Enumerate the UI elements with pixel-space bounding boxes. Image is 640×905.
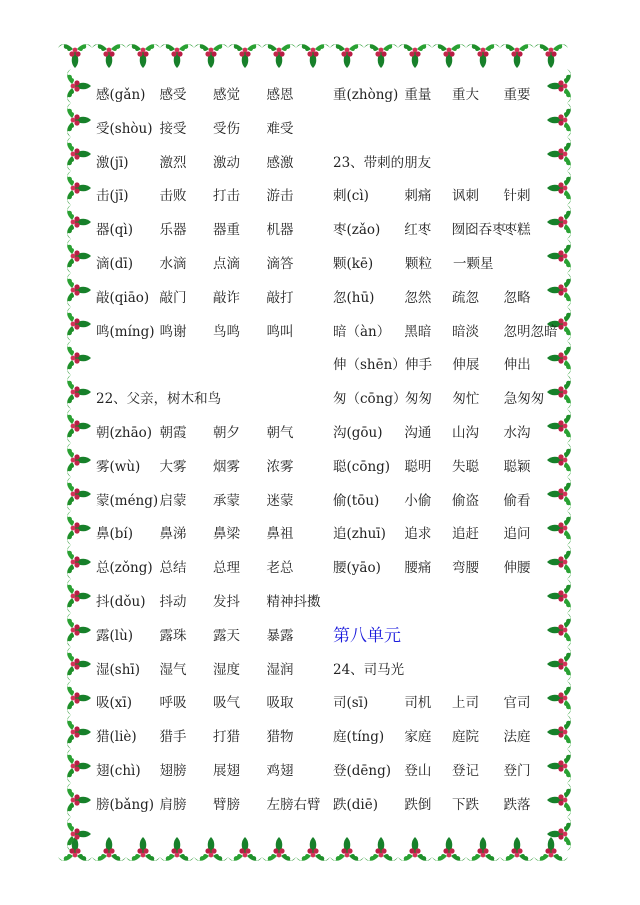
holly-leaf-icon [67,477,91,511]
character-pinyin: 忽(hū) [333,289,375,306]
word: 登门 [503,762,531,779]
word: 湿气 [159,661,187,678]
character-pinyin: 匆（cōng） [333,391,407,408]
word: 伸腰 [503,560,531,577]
vocab-line [333,553,563,587]
character-pinyin: 枣(zǎo) [333,222,381,239]
vocab-line [333,452,563,486]
word: 浓雾 [266,458,294,475]
character-pinyin: 激(jī) [96,154,129,171]
unit-title: 第八单元 [333,625,401,646]
word: 鸟鸣 [212,323,240,340]
holly-leaf-icon [160,44,194,68]
word: 匆匆 [405,391,432,408]
word: 鼻涕 [159,526,187,543]
character-pinyin: 追(zhuī) [333,526,386,543]
vocab-line [96,283,326,317]
holly-leaf-icon [126,44,160,68]
word: 司机 [404,695,432,712]
word: 忽明忽暗 [503,323,558,340]
holly-leaf-icon [330,44,364,68]
holly-leaf-icon [330,837,364,861]
holly-leaf-icon [67,375,91,409]
word: 老总 [266,560,294,577]
word: 法庭 [503,729,531,746]
word: 承蒙 [212,492,240,509]
word: 左膀右臂 [266,796,321,813]
word: 精神抖擞 [266,593,321,610]
word: 沟通 [404,424,432,441]
word: 小偷 [404,492,432,509]
vocab-line [96,688,326,722]
word: 呼吸 [159,695,187,712]
word: 抖动 [159,593,187,610]
vocab-line [96,215,326,249]
word: 吸气 [212,695,240,712]
vocab-line [96,587,326,621]
vocab-line [96,486,326,520]
word: 接受 [159,120,187,137]
vocab-line [333,486,563,520]
word: 猎手 [159,729,187,746]
word: 忽略 [503,289,531,306]
character-pinyin: 跌(diē) [333,796,378,813]
word: 朝夕 [212,424,240,441]
holly-leaf-icon [58,837,92,861]
character-pinyin: 腰(yāo) [333,560,381,577]
vocab-line [333,418,563,452]
vocab-line [96,790,326,824]
holly-leaf-icon [534,44,568,68]
word: 湿润 [266,661,294,678]
word: 偷看 [503,492,531,509]
holly-leaf-icon [67,647,91,681]
word: 总结 [159,560,187,577]
word: 展翅 [212,762,240,779]
holly-leaf-icon [364,837,398,861]
character-pinyin: 鼻(bí) [96,526,133,543]
vocab-line [96,80,326,114]
character-pinyin: 刺(cì) [333,188,369,205]
vocab-line [333,621,563,655]
word: 受伤 [212,120,240,137]
character-pinyin: 感(gǎn) [96,87,146,103]
word: 囫囵吞枣 [451,222,506,239]
word: 追赶 [451,526,479,543]
holly-leaf-icon [228,837,262,861]
holly-leaf-icon [67,239,91,273]
holly-leaf-icon [67,715,91,749]
word: 跌倒 [404,796,432,813]
character-pinyin: 蒙(méng) [96,492,159,509]
vocab-line [333,148,563,182]
word: 枣糕 [503,222,531,239]
vocab-line [333,688,563,722]
character-pinyin: 击(jī) [96,188,129,205]
word: 鸣叫 [266,323,294,340]
word: 急匆匆 [503,391,545,408]
word: 迷蒙 [266,492,294,509]
vocab-line [333,655,563,689]
vocab-line [333,790,563,824]
holly-leaf-icon [67,681,91,715]
vocab-line [333,249,563,283]
word: 鸡翅 [266,762,294,779]
holly-leaf-icon [67,579,91,613]
word: 红枣 [404,222,432,239]
holly-leaf-icon [67,817,91,851]
lesson-heading: 22、父亲，树木和鸟 [96,391,222,408]
word: 腰痛 [404,560,432,577]
holly-leaf-icon [500,44,534,68]
word: 朝气 [266,424,294,441]
word: 启蒙 [159,492,187,509]
vocab-line [333,587,563,621]
holly-leaf-icon [92,44,126,68]
vocab-line [333,283,563,317]
holly-leaf-icon [296,837,330,861]
character-pinyin: 湿(shī) [96,661,140,678]
word: 猎物 [266,729,294,746]
character-pinyin: 偷(tōu) [333,492,380,509]
holly-leaf-icon [432,44,466,68]
right-column [333,80,563,824]
vocab-line [96,553,326,587]
vocab-line [333,350,563,384]
word: 鼻梁 [212,526,240,543]
word: 登山 [404,762,432,779]
character-pinyin: 敲(qiāo) [96,289,150,306]
word: 烟雾 [212,458,240,475]
word: 追求 [404,526,432,543]
word: 激动 [212,154,240,171]
word: 忽然 [404,289,432,306]
holly-leaf-icon [67,137,91,171]
word: 臂膀 [212,796,240,813]
word: 水沟 [503,424,531,441]
holly-leaf-icon [534,837,568,861]
character-pinyin: 登(dēng) [333,762,392,779]
character-pinyin: 膀(bǎng) [96,796,155,813]
vocab-line [96,181,326,215]
vocab-line [96,621,326,655]
holly-leaf-icon [67,409,91,443]
word: 重量 [404,87,432,103]
holly-leaf-icon [398,44,432,68]
vocab-line [96,519,326,553]
word: 点滴 [212,255,240,272]
word: 机器 [266,222,294,239]
holly-leaf-icon [262,837,296,861]
word: 登记 [451,762,479,779]
word: 感受 [159,87,187,103]
character-pinyin: 猎(liè) [96,729,137,746]
character-pinyin: 总(zǒng) [96,560,153,577]
word: 一颗星 [453,255,494,272]
word: 讽刺 [451,188,479,205]
character-pinyin: 滴(dī) [96,255,133,272]
holly-leaf-icon [364,44,398,68]
word: 暗淡 [451,323,479,340]
word: 发抖 [212,593,240,610]
character-pinyin: 伸（shēn） [333,357,406,374]
character-pinyin: 吸(xī) [96,695,132,712]
word: 家庭 [404,729,432,746]
word: 跌落 [503,796,531,813]
vocab-line [333,114,563,148]
vocab-line [96,418,326,452]
holly-leaf-icon [67,749,91,783]
word: 翅膀 [159,762,187,779]
character-pinyin: 抖(dǒu) [96,593,146,610]
vocab-line [333,722,563,756]
word: 弯腰 [451,560,479,577]
word: 大雾 [159,458,187,475]
holly-leaf-icon [194,837,228,861]
word: 伸出 [503,357,531,374]
word: 敲打 [266,289,294,306]
word: 颗粒 [405,255,432,272]
vocab-line [96,114,326,148]
word: 重大 [451,87,479,103]
left-column [96,80,326,824]
word: 刺痛 [404,188,432,205]
word: 吸取 [266,695,294,712]
vocab-line [96,317,326,351]
word: 偷盗 [451,492,479,509]
character-pinyin: 翅(chì) [96,762,141,779]
character-pinyin: 朝(zhāo) [96,424,153,441]
vocab-line [96,350,326,384]
holly-leaf-icon [67,613,91,647]
holly-leaf-icon [67,273,91,307]
word: 水滴 [159,255,187,272]
vocab-line [333,215,563,249]
word: 庭院 [451,729,479,746]
word: 露珠 [159,627,187,644]
word: 下跌 [451,796,479,813]
word: 感觉 [212,87,240,103]
holly-leaf-icon [194,44,228,68]
word: 游击 [266,188,294,205]
vocab-line [96,655,326,689]
holly-leaf-icon [228,44,262,68]
holly-leaf-icon [67,205,91,239]
word: 乐器 [159,222,187,239]
holly-leaf-icon [67,103,91,137]
holly-leaf-icon [58,44,92,68]
character-pinyin: 颗(kē) [333,255,374,272]
vocab-line [96,756,326,790]
holly-leaf-icon [67,69,91,103]
holly-leaf-icon [296,44,330,68]
holly-leaf-icon [67,307,91,341]
character-pinyin: 暗（àn） [333,323,391,340]
word: 鼻祖 [266,526,294,543]
holly-leaf-icon [262,44,296,68]
word: 击败 [159,188,187,205]
word: 伸手 [405,357,432,374]
holly-leaf-icon [126,837,160,861]
word: 鸣谢 [159,323,187,340]
character-pinyin: 受(shòu) [96,120,153,137]
holly-leaf-icon [466,837,500,861]
vocab-line [333,384,563,418]
word: 滴答 [266,255,294,272]
character-pinyin: 雾(wù) [96,458,141,475]
holly-leaf-icon [67,783,91,817]
word: 器重 [212,222,240,239]
word: 露天 [212,627,240,644]
holly-leaf-icon [67,511,91,545]
holly-leaf-icon [500,837,534,861]
character-pinyin: 重(zhòng) [333,87,399,103]
character-pinyin: 司(sī) [333,695,369,712]
holly-leaf-icon [67,171,91,205]
vocab-line [96,452,326,486]
holly-leaf-icon [67,443,91,477]
holly-leaf-icon [160,837,194,861]
lesson-heading: 24、司马光 [333,661,405,678]
character-pinyin: 沟(gōu) [333,424,383,441]
word: 山沟 [451,424,479,441]
word: 暴露 [266,627,294,644]
word: 打击 [212,188,240,205]
holly-leaf-icon [67,545,91,579]
word: 肩膀 [159,796,187,813]
character-pinyin: 聪(cōng) [333,458,391,475]
word: 感激 [266,154,294,171]
holly-leaf-icon [398,837,432,861]
vocab-line [333,317,563,351]
word: 追问 [503,526,531,543]
word: 匆忙 [452,391,480,408]
vocab-line [96,249,326,283]
character-pinyin: 庭(tíng) [333,729,385,746]
word: 敲诈 [212,289,240,306]
character-pinyin: 露(lù) [96,627,134,644]
holly-leaf-icon [466,44,500,68]
holly-leaf-icon [432,837,466,861]
word: 伸展 [452,357,480,374]
word: 官司 [503,695,531,712]
word: 聪明 [404,458,432,475]
vocab-line [333,80,563,114]
word: 针刺 [503,188,531,205]
character-pinyin: 器(qì) [96,222,133,239]
vocab-line [333,181,563,215]
word: 难受 [266,120,294,137]
holly-leaf-icon [92,837,126,861]
vocab-line [96,384,326,418]
word: 朝霞 [159,424,187,441]
word: 敲门 [159,289,187,306]
word: 湿度 [212,661,240,678]
word: 上司 [451,695,479,712]
vocab-line [333,756,563,790]
holly-leaf-icon [67,341,91,375]
word: 疏忽 [451,289,479,306]
lesson-heading: 23、带刺的朋友 [333,154,432,171]
word: 打猎 [212,729,240,746]
word: 黑暗 [404,323,432,340]
character-pinyin: 鸣(míng) [96,323,155,340]
vocab-line [333,519,563,553]
word: 感恩 [266,87,294,103]
word: 重要 [503,87,531,103]
word: 激烈 [159,154,187,171]
vocab-line [96,148,326,182]
word: 失聪 [451,458,479,475]
word: 总理 [212,560,240,577]
vocab-line [96,722,326,756]
word: 聪颖 [503,458,531,475]
